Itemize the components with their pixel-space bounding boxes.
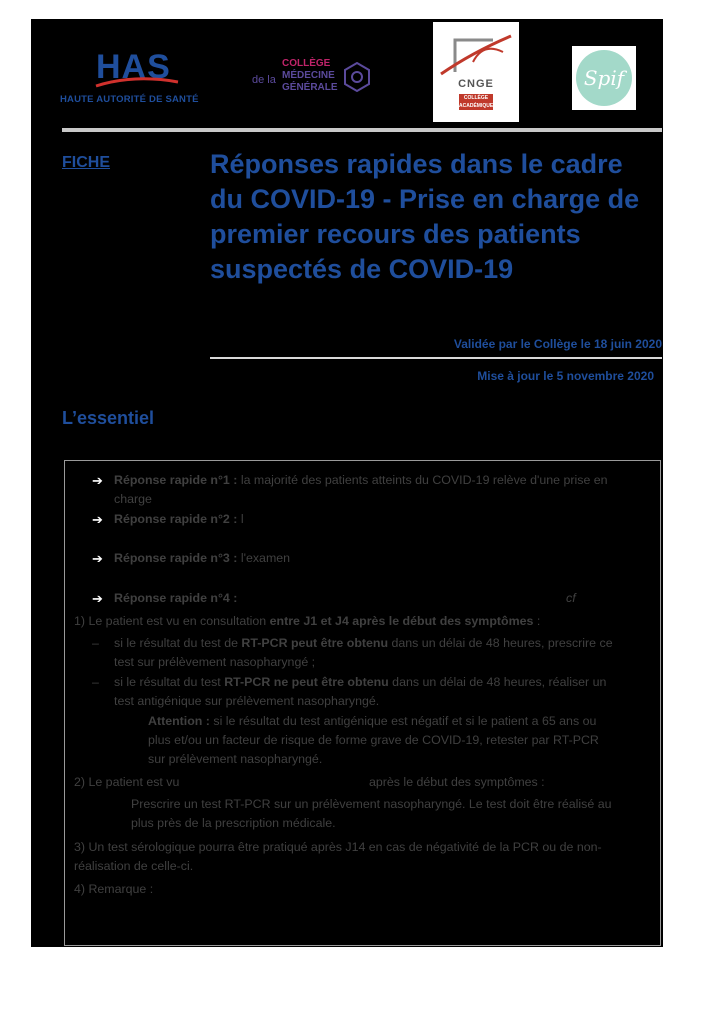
attention-note-line-3: sur prélèvement nasopharyngé. xyxy=(148,752,323,766)
spif-logo xyxy=(572,46,636,110)
has-logo-subtitle: HAUTE AUTORITÉ DE SANTÉ xyxy=(60,94,199,105)
cnge-name: CNGE xyxy=(458,78,494,90)
cmg-line-2: MÉDECINE xyxy=(282,70,335,81)
point-4: 4) Remarque : xyxy=(74,882,154,896)
arrow-icon: ➔ xyxy=(92,591,103,606)
cnge-badge: COLLÈGE ACADÉMIQUE xyxy=(459,95,494,109)
rapid-response-4: Réponse rapide n°4 : xyxy=(114,591,238,605)
attention-note: Attention : si le résultat du test antigénique est négatif et si le patient a 65 ans ou xyxy=(148,714,597,728)
has-swoosh-icon xyxy=(94,76,180,90)
dash-bullet: – xyxy=(92,636,99,650)
point-1: 1) Le patient est vu en consultation entre J1 et J4 après le début des symptômes : xyxy=(74,614,541,628)
header-divider xyxy=(62,128,662,132)
arrow-icon: ➔ xyxy=(92,551,103,566)
has-logo-letters: HAS xyxy=(96,48,171,86)
point-1-bullet-2-cont: test antigénique sur prélèvement nasopharyngé. xyxy=(114,694,380,708)
rapid-response-1: Réponse rapide n°1 : la majorité des patients atteints du COVID-19 relève d'une prise en xyxy=(114,473,608,487)
cmg-hexagon-icon xyxy=(344,62,370,92)
point-1-bullet-1-cont: test sur prélèvement nasopharyngé ; xyxy=(114,655,316,669)
document-type-label: FICHE xyxy=(62,154,110,171)
point-3-cont: réalisation de celle-ci. xyxy=(74,859,194,873)
page-title: Réponses rapides dans le cadre du COVID-19 - Prise en charge de premier recours des patients suspectés de COVID-19 xyxy=(210,149,640,284)
cnge-logo xyxy=(433,22,519,122)
cmg-logo xyxy=(252,58,382,108)
title-divider xyxy=(210,357,662,359)
point-1-bullet-2: si le résultat du test RT-PCR ne peut être obtenu dans un délai de 48 heures, réaliser un xyxy=(114,675,607,689)
point-3: 3) Un test sérologique pourra être pratiqué après J14 en cas de négativité de la PCR ou de non- xyxy=(74,840,602,854)
dash-bullet: – xyxy=(92,675,99,689)
point-2-tail: après le début des symptômes : xyxy=(369,775,545,789)
point-2: 2) Le patient est vu xyxy=(74,775,180,789)
rapid-response-2: Réponse rapide n°2 : l xyxy=(114,512,244,526)
rapid-response-3: Réponse rapide n°3 : l'examen xyxy=(114,551,291,565)
point-2-instruction-cont: plus près de la prescription médicale. xyxy=(131,816,336,830)
point-2-instruction: Prescrire un test RT-PCR sur un prélèvement nasopharyngé. Le test doit être réalisé au xyxy=(131,797,612,811)
arrow-icon: ➔ xyxy=(92,512,103,527)
rapid-response-1-cont: charge xyxy=(114,492,152,506)
attention-note-line-2: plus et/ou un facteur de risque de forme grave de COVID-19, retester par RT-PCR xyxy=(148,733,599,747)
section-title: L’essentiel xyxy=(62,408,155,428)
validation-date: Validée par le Collège le 18 juin 2020 xyxy=(453,337,662,351)
point-1-bullet-1: si le résultat du test de RT-PCR peut être obtenu dans un délai de 48 heures, prescrire ce xyxy=(114,636,613,650)
cmg-line-1: COLLÈGE xyxy=(282,58,331,69)
cmg-line-3: GÉNÉRALE xyxy=(282,82,338,93)
update-date: Mise à jour le 5 novembre 2020 xyxy=(477,369,654,383)
spif-name: Spif xyxy=(583,66,625,90)
cnge-mark-icon xyxy=(433,22,519,82)
cmg-de-la: de la xyxy=(252,74,276,86)
has-logo xyxy=(60,48,220,112)
rapid-response-4-tail: cf xyxy=(566,591,576,605)
arrow-icon: ➔ xyxy=(92,473,103,488)
